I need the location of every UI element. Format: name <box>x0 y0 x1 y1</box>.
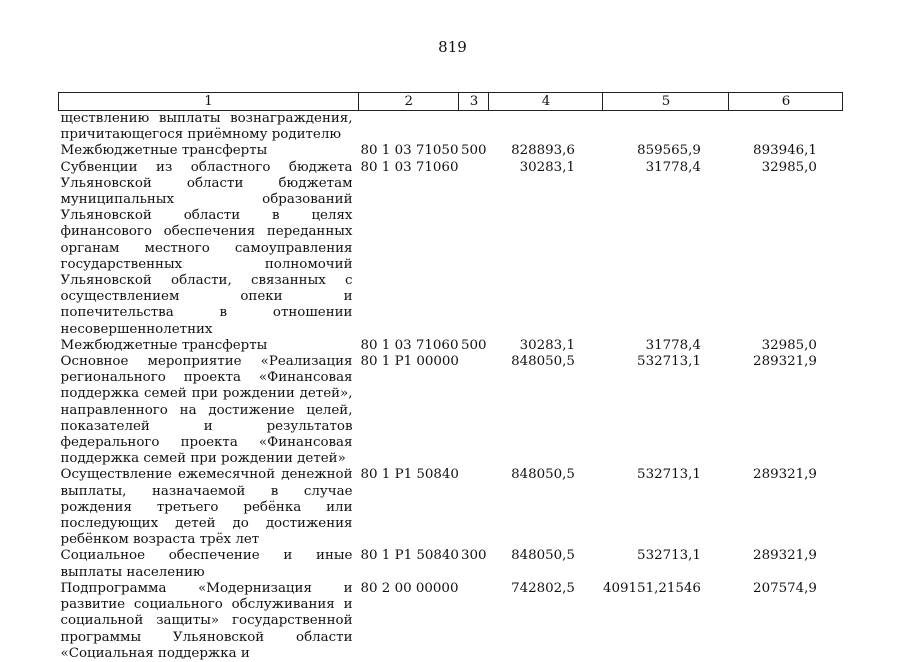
row-code: 80 1 P1 50840 <box>360 548 459 564</box>
row-name: Межбюджетные трансферты <box>60 143 268 159</box>
table-row <box>59 354 843 467</box>
row-name: Подпрограмма «Модернизация и развитие социального обслуживания и социальной защиты» государственной программы Ульяновской области «Социальная поддержка и <box>60 580 353 661</box>
row-value-col4: 848050,5 <box>511 548 575 564</box>
header-cell: 1 <box>59 93 359 111</box>
header-cell: 2 <box>359 93 459 111</box>
row-value-col5: 859565,9 <box>637 143 701 159</box>
row-value-col4 <box>489 111 603 144</box>
row-value-col6: 289321,9 <box>753 548 817 564</box>
row-value-col5: 31778,4 <box>645 337 701 353</box>
row-value-col6: 32985,0 <box>761 337 817 353</box>
row-value-col6 <box>729 111 843 144</box>
row-value-col5: 532713,1 <box>637 354 701 370</box>
table-row <box>59 111 843 144</box>
header-cell: 3 <box>459 93 489 111</box>
row-value-col6: 289321,9 <box>753 354 817 370</box>
row-expense-type: 500 <box>460 337 487 353</box>
row-value-col5: 532713,1 <box>637 467 701 483</box>
row-value-col6: 32985,0 <box>761 159 817 175</box>
row-name: Межбюджетные трансферты <box>60 337 268 353</box>
table-row <box>59 143 843 159</box>
row-code: 80 2 00 00000 <box>360 580 459 596</box>
row-code: 80 1 P1 00000 <box>360 354 459 370</box>
row-name: ществлению выплаты вознаграждения, причитающегося приёмному родителю <box>60 111 353 143</box>
row-code: 80 1 03 71050 <box>360 143 459 159</box>
row-code: 80 1 03 71060 <box>360 337 459 353</box>
row-value-col5: 31778,4 <box>645 159 701 175</box>
budget-table <box>58 92 843 662</box>
row-value-col5: 409151,21546 <box>602 580 701 596</box>
page-number: 819 <box>438 38 467 56</box>
row-name: Субвенции из областного бюджета Ульяновской области бюджетам муниципальных образований Ульяновской области в целях финансового обеспечения переданных органам местного самоуправления государственных полномочий Ульяновской области, связанных с осуществлением опеки и попечительства в отношении несовершеннолетних <box>60 159 353 337</box>
row-value-col4: 828893,6 <box>511 143 575 159</box>
row-expense-type <box>459 581 489 662</box>
table-row <box>59 160 843 338</box>
header-cell: 6 <box>729 93 843 111</box>
row-value-col4: 848050,5 <box>511 467 575 483</box>
row-value-col5: 532713,1 <box>637 548 701 564</box>
row-name: Социальное обеспечение и иные выплаты населению <box>60 548 353 580</box>
row-code: 80 1 P1 50840 <box>360 467 459 483</box>
row-expense-type <box>459 354 489 467</box>
header-cell: 5 <box>603 93 729 111</box>
row-value-col6: 207574,9 <box>753 580 817 596</box>
row-expense-type <box>459 111 489 144</box>
header-row <box>59 93 843 111</box>
row-expense-type: 500 <box>460 143 487 159</box>
row-name: Осуществление ежемесячной денежной выплаты, назначаемой в случае рождения третьего ребёнка или последующих детей до достижения ребёнком возраста трёх лет <box>60 467 353 548</box>
row-expense-type: 300 <box>460 548 487 564</box>
table-row <box>59 581 843 662</box>
row-value-col6: 289321,9 <box>753 467 817 483</box>
row-code <box>359 111 459 144</box>
row-value-col4: 848050,5 <box>511 354 575 370</box>
table-row <box>59 338 843 354</box>
row-value-col4: 30283,1 <box>519 337 575 353</box>
row-name: Основное мероприятие «Реализация регионального проекта «Финансовая поддержка семей при рождении детей», направленного на достижение целей, показателей и результатов федерального проекта «Финансовая поддержка семей при рождении детей» <box>60 354 353 467</box>
row-value-col4: 30283,1 <box>519 159 575 175</box>
row-expense-type <box>459 467 489 548</box>
row-value-col5 <box>603 111 729 144</box>
table-row <box>59 548 843 580</box>
table-row <box>59 467 843 548</box>
row-expense-type <box>459 160 489 338</box>
row-code: 80 1 03 71060 <box>360 159 459 175</box>
row-value-col6: 893946,1 <box>753 143 817 159</box>
header-cell: 4 <box>489 93 603 111</box>
row-value-col4: 742802,5 <box>511 580 575 596</box>
